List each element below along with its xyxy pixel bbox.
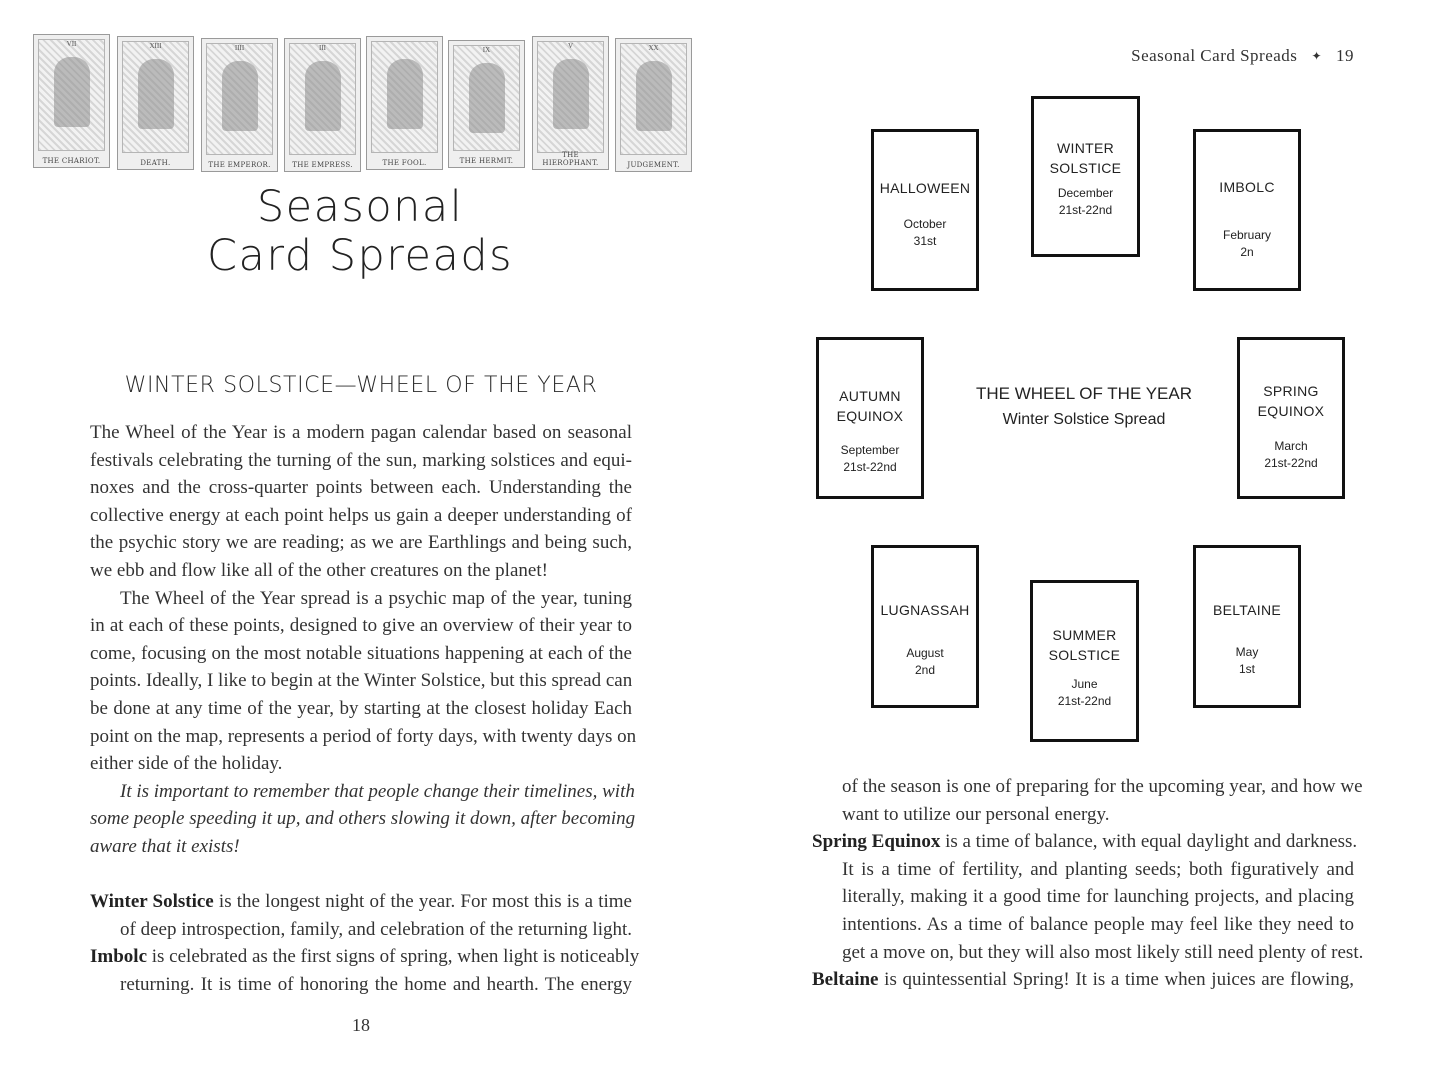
tarot-number: VII <box>66 40 77 48</box>
entry-text: is quintessential Spring! It is a time when juices are flowing, <box>878 969 1354 991</box>
paragraph-line: noxes and the cross-quarter points between each. Understanding the <box>90 477 632 499</box>
tarot-number: IIII <box>234 44 245 52</box>
paragraph-line: either side of the holiday. <box>90 753 283 775</box>
entry-continuation: intentions. As a time of balance people may feel like they need to <box>842 913 1354 935</box>
paragraph-line: points. Ideally, I like to begin at the Winter Solstice, but this spread can <box>90 670 633 692</box>
tarot-card-strip <box>33 34 693 170</box>
tarot-card-hierophant <box>532 36 609 170</box>
term-beltaine: Beltaine <box>812 969 879 991</box>
card-winter-solstice <box>1031 96 1140 257</box>
wheel-title: THE WHEEL OF THE YEAR <box>975 384 1192 403</box>
paragraph-line: point on the map, represents a period of forty days, with twenty days on <box>90 725 637 747</box>
tarot-caption: THE HIEROPHANT. <box>542 151 599 167</box>
card-date: March <box>1274 439 1308 453</box>
tarot-card-hermit <box>448 40 525 168</box>
entry-continuation: of deep introspection, family, and celebration of the returning light. <box>120 918 632 940</box>
card-date: 2n <box>1240 245 1254 259</box>
figure-icon <box>387 59 423 129</box>
card-date: June <box>1071 677 1098 691</box>
entry-continuation: of the season is one of preparing for the upcoming year, and how we <box>842 776 1363 797</box>
entry-continuation: literally, making it a good time for launching projects, and placing <box>842 886 1354 908</box>
card-name: SOLSTICE <box>1048 647 1121 663</box>
italic-line: some people speeding it up, and others slowing it down, after becoming <box>90 808 636 830</box>
card-date: 21st-22nd <box>1264 456 1318 470</box>
tarot-card-chariot <box>33 34 110 168</box>
card-date: 31st <box>913 234 937 248</box>
term-winter-solstice: Winter Solstice <box>90 891 214 912</box>
card-summer-solstice <box>1030 580 1139 742</box>
tarot-caption: THE HERMIT. <box>459 157 514 165</box>
tarot-caption: THE FOOL. <box>382 159 427 167</box>
card-name: LUGNASSAH <box>880 602 970 618</box>
tarot-number: XIII <box>149 42 162 50</box>
chapter-title-line-2: Card Spreads <box>206 231 514 281</box>
tarot-caption: DEATH. <box>140 159 171 167</box>
figure-icon <box>54 57 90 127</box>
card-name: HALLOWEEN <box>879 180 971 196</box>
paragraph-line: come, focusing on the most notable situations happening at each of the <box>90 642 632 664</box>
entry-continuation: returning. It is time of honoring the home and hearth. The energy <box>120 973 632 995</box>
figure-icon <box>553 59 589 129</box>
tarot-card-emperor <box>201 38 278 172</box>
card-date: February <box>1222 228 1272 242</box>
card-date: August <box>906 646 944 660</box>
paragraph-line: The Wheel of the Year spread is a psychic map of the year, tuning <box>120 587 632 609</box>
figure-icon <box>305 61 341 131</box>
card-name: EQUINOX <box>1257 403 1325 419</box>
tarot-card-fool <box>366 36 443 170</box>
paragraph-line: in at each of these points, designed to give an overview of their year to <box>90 615 632 637</box>
tarot-card-empress <box>284 38 361 172</box>
running-head <box>1000 46 1354 66</box>
card-autumn-equinox <box>816 337 924 499</box>
entry-continuation: want to utilize our personal energy. <box>842 803 1110 825</box>
left-page <box>0 0 722 1084</box>
figure-icon <box>138 59 174 129</box>
card-beltaine <box>1193 545 1301 708</box>
tarot-number: III <box>319 44 326 52</box>
italic-line: aware that it exists! <box>90 835 240 857</box>
entry-continuation: It is a time of fertility, and planting seeds; both figuratively and <box>842 858 1354 880</box>
card-name: WINTER <box>1056 140 1114 156</box>
paragraph-line: the psychic story we are reading; as we are Earthlings and being such, <box>90 532 632 554</box>
body-text-left <box>90 419 637 861</box>
italic-line: It is important to remember that people change their timelines, with <box>120 780 635 802</box>
term-imbolc: Imbolc <box>90 946 147 968</box>
card-name: BELTAINE <box>1212 602 1281 618</box>
card-date: 1st <box>1238 662 1255 676</box>
card-name: EQUINOX <box>836 408 904 424</box>
entry-text: is a time of balance, with equal daylight and darkness. <box>940 831 1358 853</box>
wheel-subtitle: Winter Solstice Spread <box>1002 411 1166 428</box>
card-name: AUTUMN <box>839 388 901 404</box>
card-spring-equinox <box>1237 337 1345 499</box>
entry-text: is celebrated as the first signs of spring, when light is noticeably <box>147 946 640 968</box>
card-lugnassah <box>871 545 979 708</box>
paragraph-line: festivals celebrating the turning of the sun, marking solstices and equi- <box>90 449 632 471</box>
figure-icon <box>636 61 672 131</box>
tarot-caption: JUDGEMENT. <box>627 161 680 169</box>
paragraph-line: collective energy at each point helps us gain a deeper understanding of <box>90 504 632 526</box>
beltaine-entry <box>812 966 1354 994</box>
figure-icon <box>469 63 505 133</box>
body-text-right <box>812 773 1364 994</box>
card-date: September <box>840 443 900 457</box>
card-imbolc <box>1193 129 1301 291</box>
star-ornament-icon: ✦ <box>1311 49 1322 63</box>
section-heading: WINTER SOLSTICE—WHEEL OF THE YEAR <box>124 373 598 398</box>
term-spring-equinox: Spring Equinox <box>812 831 941 853</box>
page-number: 18 <box>352 1015 370 1035</box>
tarot-caption: THE EMPEROR. <box>208 161 271 169</box>
card-halloween <box>871 129 979 291</box>
card-date: May <box>1235 645 1259 659</box>
paragraph-line: we ebb and flow like all of the other creatures on the planet! <box>90 559 548 581</box>
tarot-number: XX <box>648 44 659 52</box>
chapter-title-line-1: Seasonal <box>256 182 464 232</box>
winter-solstice-entry <box>90 888 632 916</box>
entry-text: is the longest night of the year. For most this is a time <box>213 891 632 912</box>
tarot-card-death <box>117 36 194 170</box>
paragraph-line: be done at any time of the year, by starting at the closest holiday Each <box>90 697 632 719</box>
tarot-card-judgement <box>615 38 692 172</box>
tarot-number: V <box>567 42 574 50</box>
paragraph-line: The Wheel of the Year is a modern pagan calendar based on seasonal <box>90 422 632 443</box>
page-number: 19 <box>1336 46 1354 65</box>
card-date: 21st-22nd <box>1058 203 1113 217</box>
card-date: December <box>1057 186 1114 200</box>
entry-continuation: get a move on, but they will also most likely still need plenty of rest. <box>842 941 1364 963</box>
tarot-caption: THE EMPRESS. <box>292 161 353 169</box>
figure-icon <box>222 61 258 131</box>
tarot-caption: THE CHARIOT. <box>42 157 101 165</box>
running-head-title: Seasonal Card Spreads <box>1131 46 1298 65</box>
spring-equinox-entry <box>812 828 1358 856</box>
card-date: 21st-22nd <box>1057 694 1112 708</box>
card-name: SUMMER <box>1052 627 1117 643</box>
tarot-number: IX <box>482 46 491 54</box>
card-date: 21st-22nd <box>843 460 897 474</box>
imbolc-entry <box>90 943 640 971</box>
card-date: 2nd <box>914 663 936 677</box>
festival-entries-left <box>90 888 640 998</box>
card-name: SOLSTICE <box>1049 160 1122 176</box>
card-name: IMBOLC <box>1219 179 1275 195</box>
card-name: SPRING <box>1263 383 1319 399</box>
card-date: October <box>903 217 947 231</box>
